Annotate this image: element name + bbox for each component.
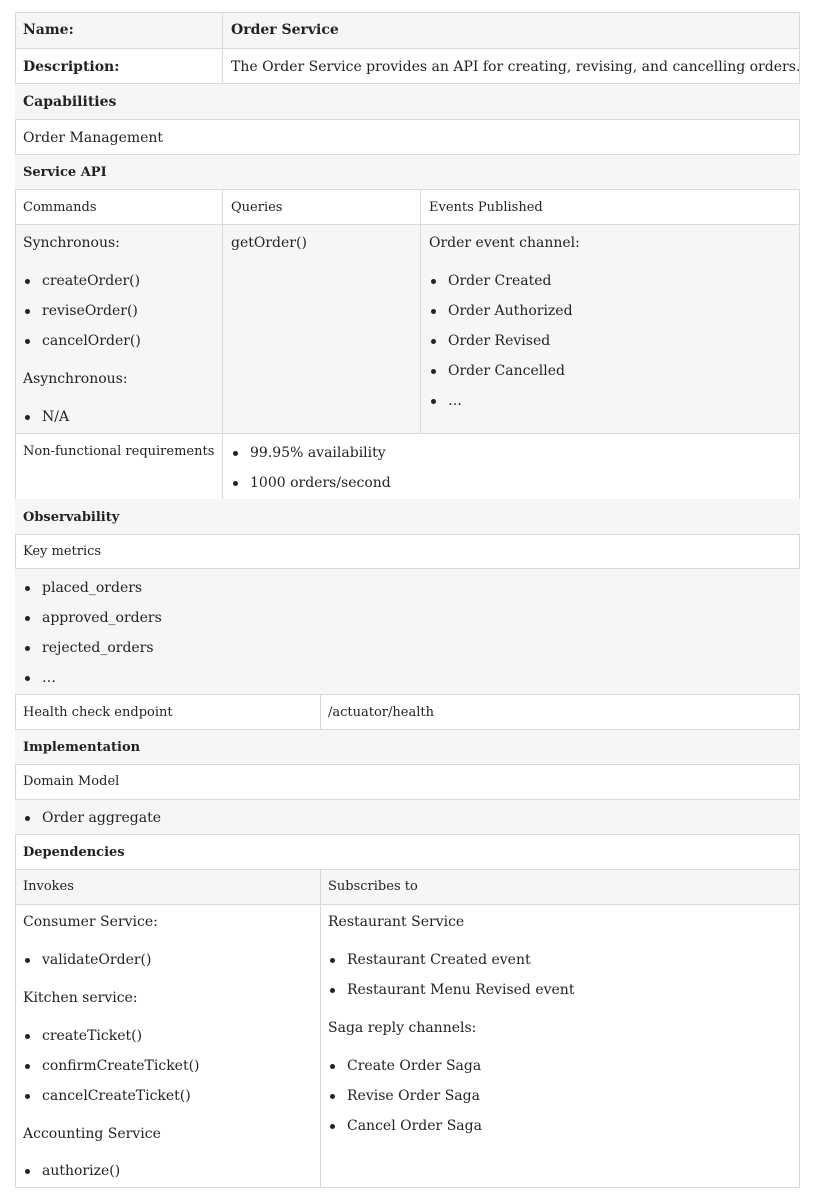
consumer-service-label: Consumer Service:	[23, 914, 158, 930]
events-header: Events Published	[429, 200, 543, 215]
list-item: Restaurant Created event	[328, 951, 574, 981]
domain-model-label: Domain Model	[23, 774, 120, 789]
saga-reply-list	[328, 1057, 482, 1147]
list-item: placed_orders	[23, 579, 162, 609]
list-item: Create Order Saga	[328, 1057, 482, 1087]
invokes-header: Invokes	[23, 879, 74, 894]
queries-cell	[222, 224, 421, 434]
list-item: …	[429, 392, 573, 422]
list-item: confirmCreateTicket()	[23, 1057, 200, 1087]
commands-header: Commands	[23, 200, 97, 215]
dependencies-heading: Dependencies	[23, 845, 125, 860]
list-item: authorize()	[23, 1162, 120, 1192]
list-item: Order Authorized	[429, 302, 573, 332]
list-item: createTicket()	[23, 1027, 200, 1057]
list-item: N/A	[23, 408, 69, 438]
observability-heading: Observability	[23, 510, 120, 525]
service-api-section	[15, 155, 800, 190]
event-channel-label: Order event channel:	[429, 235, 580, 251]
nfr-label: Non-functional requirements	[23, 444, 215, 459]
subscribes-header: Subscribes to	[328, 879, 418, 894]
health-check-label: Health check endpoint	[23, 705, 173, 720]
list-item: rejected_orders	[23, 639, 162, 669]
capability-item: Order Management	[23, 130, 164, 146]
observability-section	[15, 499, 800, 535]
kitchen-service-list	[23, 1027, 200, 1117]
list-item: Order aggregate	[23, 809, 161, 839]
key-metrics-cell	[15, 534, 800, 569]
list-item: 99.95% availability	[231, 444, 391, 474]
domain-model-cell	[15, 764, 800, 800]
list-item: cancelOrder()	[23, 332, 141, 362]
list-item: Revise Order Saga	[328, 1087, 482, 1117]
list-item: Restaurant Menu Revised event	[328, 981, 574, 1011]
sync-commands-list	[23, 272, 141, 362]
queries-header: Queries	[231, 200, 283, 215]
list-item: validateOrder()	[23, 951, 151, 981]
synchronous-label: Synchronous:	[23, 235, 120, 251]
service-api-heading: Service API	[23, 165, 107, 180]
consumer-service-list	[23, 951, 151, 981]
restaurant-events-list	[328, 951, 574, 1011]
description-label: Description:	[23, 59, 120, 75]
list-item: …	[23, 669, 162, 699]
service-description: The Order Service provides an API for creating, revising, and cancelling orders.	[231, 59, 801, 75]
list-item: approved_orders	[23, 609, 162, 639]
list-item: Order Created	[429, 272, 573, 302]
list-item: Order Cancelled	[429, 362, 573, 392]
kitchen-service-label: Kitchen service:	[23, 990, 138, 1006]
list-item: cancelCreateTicket()	[23, 1087, 200, 1117]
accounting-service-list	[23, 1162, 120, 1192]
accounting-service-label: Accounting Service	[23, 1126, 161, 1142]
implementation-heading: Implementation	[23, 740, 141, 755]
capabilities-heading: Capabilities	[23, 94, 117, 110]
list-item: Cancel Order Saga	[328, 1117, 482, 1147]
dependencies-section	[15, 834, 800, 870]
capabilities-section	[15, 84, 800, 120]
saga-reply-label: Saga reply channels:	[328, 1020, 477, 1036]
list-item: createOrder()	[23, 272, 141, 302]
list-item: reviseOrder()	[23, 302, 141, 332]
key-metrics-label: Key metrics	[23, 544, 102, 559]
list-item: 1000 orders/second	[231, 474, 391, 504]
list-item: Order Revised	[429, 332, 573, 362]
events-list	[429, 272, 573, 422]
service-name: Order Service	[231, 22, 339, 38]
asynchronous-label: Asynchronous:	[23, 371, 128, 387]
nfr-list	[231, 444, 391, 504]
name-label: Name:	[23, 22, 74, 38]
restaurant-service-label: Restaurant Service	[328, 914, 465, 930]
query-item: getOrder()	[231, 235, 307, 251]
metrics-list	[23, 579, 162, 699]
health-check-endpoint: /actuator/health	[328, 705, 434, 720]
